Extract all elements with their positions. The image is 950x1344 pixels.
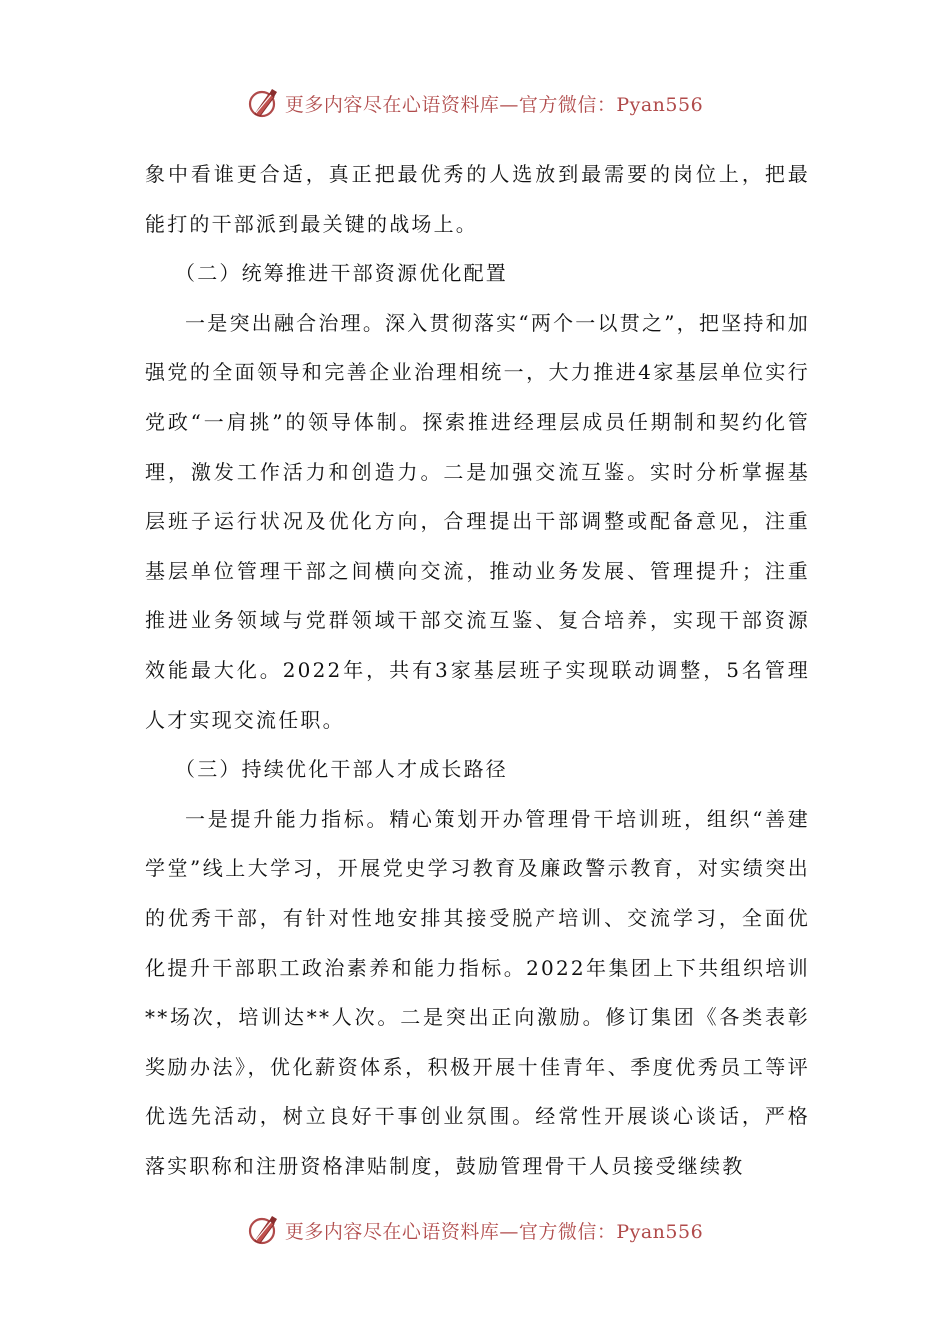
pen-nib-circle-icon [247,86,281,120]
document-body [145,150,810,1191]
section-heading: （三）持续优化干部人才成长路径 [175,757,508,782]
paragraph-continued: 象中看谁更合适，真正把最优秀的人选放到最需要的岗位上，把最能打的干部派到最关键的战场上。 [145,162,810,236]
watermark-banner-bottom [0,1210,950,1250]
paragraph: 一是突出融合治理。深入贯彻落实“两个一以贯之”，把坚持和加强党的全面领导和完善企业治理相统一，大力推进4家基层单位实行党政“一肩挑”的领导体制。探索推进经理层成员任期制和契约化管理，激发工作活力和创造力。二是加强交流互鉴。实时分析掌握基层班子运行状况及优化方向，合理提出干部调整或配备意见，注重基层单位管理干部之间横向交流，推动业务发展、管理提升；注重推进业务领域与党群领域干部交流互鉴、复合培养，实现干部资源效能最大化。2022年，共有3家基层班子实现联动调整，5名管理人才实现交流任职。 [145,310,810,732]
paragraph: 一是提升能力指标。精心策划开办管理骨干培训班，组织“善建学堂”线上大学习，开展党史学习教育及廉政警示教育，对实绩突出的优秀干部，有针对性地安排其接受脱产培训、交流学习，全面优化提升干部职工政治素养和能力指标。2022年集团上下共组织培训**场次，培训达**人次。二是突出正向激励。修订集团《各类表彰奖励办法》，优化薪资体系，积极开展十佳青年、季度优秀员工等评优选先活动，树立良好干事创业氛围。经常性开展谈心谈话，严格落实职称和注册资格津贴制度，鼓励管理骨干人员接受继续教 [145,806,810,1178]
watermark-text: 更多内容尽在心语资料库—官方微信：Pyan556 [284,93,704,116]
watermark-banner-top [0,83,950,123]
section-heading: （二）统筹推进干部资源优化配置 [175,261,508,286]
watermark-text: 更多内容尽在心语资料库—官方微信：Pyan556 [284,1220,704,1243]
pen-nib-circle-icon [247,1213,281,1247]
